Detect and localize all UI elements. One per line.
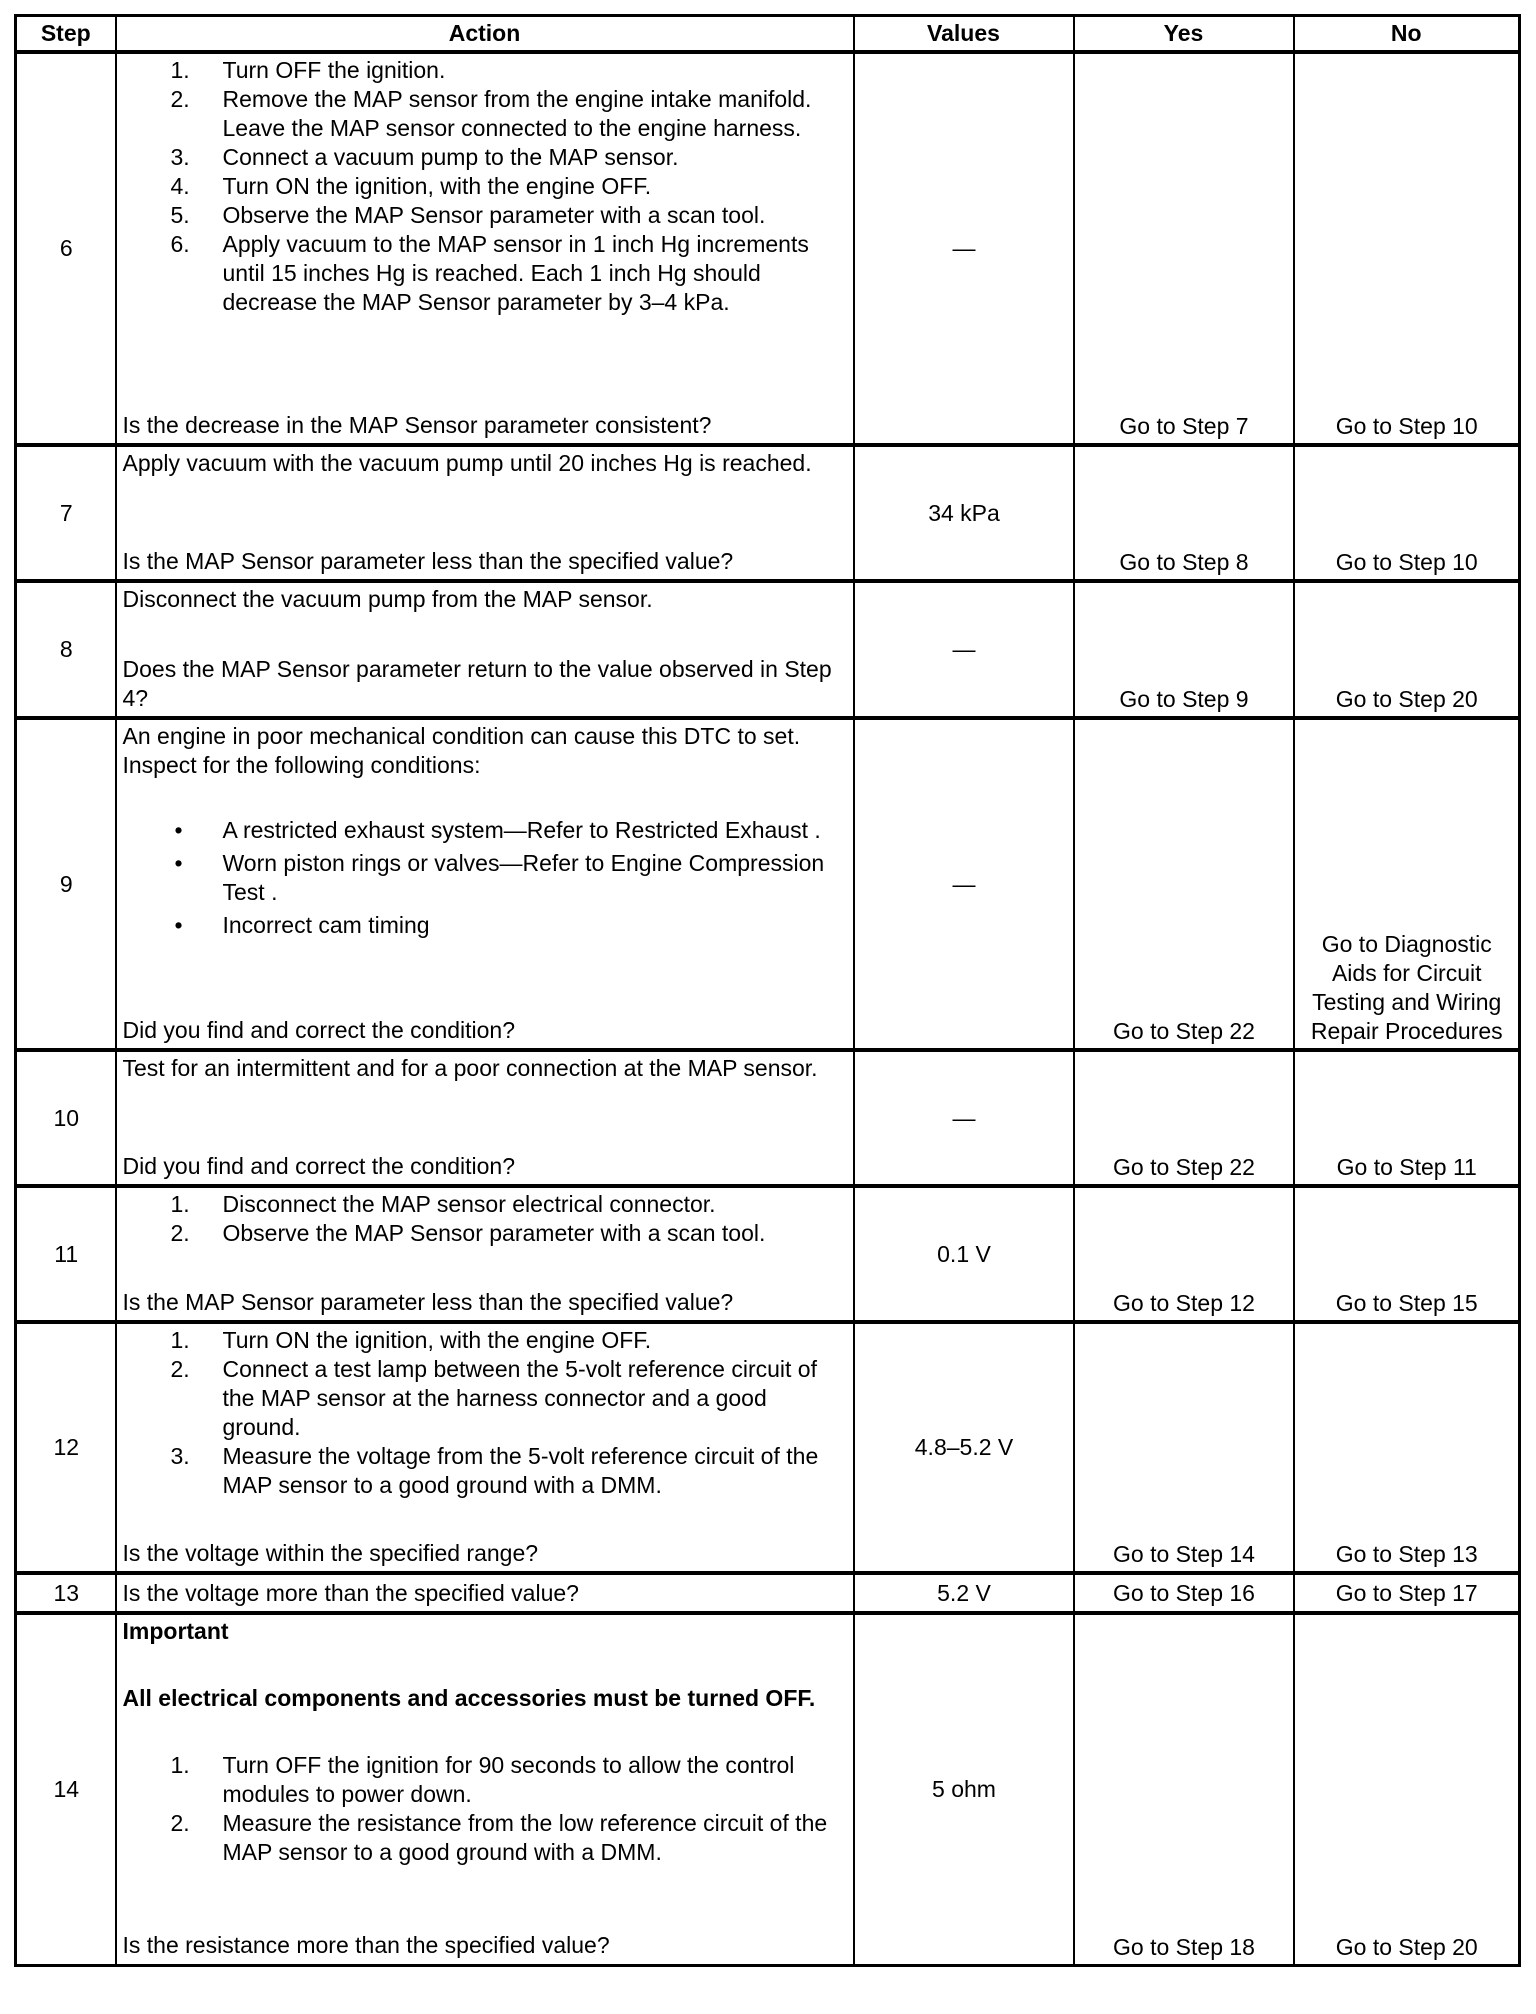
action-intro: Test for an intermittent and for a poor connection at the MAP sensor.: [122, 1055, 818, 1081]
value-cell: 5.2 V: [854, 1573, 1074, 1613]
list-item: • A restricted exhaust system—Refer to Restricted Exhaust .: [174, 817, 821, 843]
list-item: 2. Remove the MAP sensor from the engine intake manifold. Leave the MAP sensor connected to the engine harness.: [170, 86, 812, 141]
list-item: 2. Observe the MAP Sensor parameter with a scan tool.: [170, 1220, 766, 1246]
table-row: [16, 718, 1520, 1050]
value-cell: —: [854, 581, 1074, 718]
condition-list: [123, 816, 848, 940]
step-number: 6: [16, 52, 116, 445]
action-steps: [123, 56, 848, 317]
question-text: Did you find and correct the condition?: [122, 1153, 516, 1179]
no-cell: Go to Step 13: [1294, 1322, 1520, 1573]
action-intro: An engine in poor mechanical condition can cause this DTC to set. Inspect for the following conditions:: [122, 723, 801, 778]
action-cell: [116, 581, 854, 718]
step-number: 14: [16, 1613, 116, 1965]
action-cell: [116, 1613, 854, 1965]
no-cell: Go to Step 10: [1294, 445, 1520, 581]
table-row: [16, 1050, 1520, 1186]
action-cell: [116, 1186, 854, 1322]
value-cell: 5 ohm: [854, 1613, 1074, 1965]
list-item: 1. Turn OFF the ignition.: [170, 57, 446, 83]
table-row: [16, 581, 1520, 718]
question-text: Is the voltage more than the specified value?: [122, 1579, 579, 1606]
no-cell: Go to Step 17: [1294, 1573, 1520, 1613]
question-text: Is the resistance more than the specified value?: [122, 1932, 610, 1958]
header-step: Step: [16, 16, 116, 53]
yes-cell: Go to Step 9: [1074, 581, 1294, 718]
action-intro: Disconnect the vacuum pump from the MAP sensor.: [122, 586, 653, 612]
value-cell: —: [854, 1050, 1074, 1186]
question-text: Is the voltage within the specified range?: [122, 1540, 539, 1566]
action-steps: [123, 1190, 848, 1248]
diagnostic-page: [14, 14, 1518, 1967]
step-number: 13: [16, 1573, 116, 1613]
list-item: • Incorrect cam timing: [174, 912, 430, 938]
table-row: [16, 1322, 1520, 1573]
table-row: [16, 1573, 1520, 1613]
list-item: 3. Measure the voltage from the 5-volt reference circuit of the MAP sensor to a good ground with a DMM.: [170, 1443, 819, 1498]
list-item: 5. Observe the MAP Sensor parameter with a scan tool.: [170, 202, 766, 228]
step-number: 8: [16, 581, 116, 718]
no-cell: Go to Diagnostic Aids for Circuit Testing and Wiring Repair Procedures: [1294, 718, 1520, 1050]
list-item: 1. Turn ON the ignition, with the engine OFF.: [170, 1327, 652, 1353]
no-cell: Go to Step 20: [1294, 1613, 1520, 1965]
header-values: Values: [854, 16, 1074, 53]
header-yes: Yes: [1074, 16, 1294, 53]
yes-cell: Go to Step 22: [1074, 718, 1294, 1050]
step-number: 12: [16, 1322, 116, 1573]
step-number: 10: [16, 1050, 116, 1186]
header-action: Action: [116, 16, 854, 53]
header-no: No: [1294, 16, 1520, 53]
question-text: Is the MAP Sensor parameter less than the specified value?: [122, 1289, 734, 1315]
action-cell: [116, 1322, 854, 1573]
list-item: 1. Disconnect the MAP sensor electrical connector.: [170, 1191, 716, 1217]
no-cell: Go to Step 11: [1294, 1050, 1520, 1186]
list-item: 1. Turn OFF the ignition for 90 seconds to allow the control modules to power down.: [170, 1752, 795, 1807]
value-cell: —: [854, 52, 1074, 445]
value-cell: —: [854, 718, 1074, 1050]
yes-cell: Go to Step 14: [1074, 1322, 1294, 1573]
list-item: • Worn piston rings or valves—Refer to Engine Compression Test .: [174, 850, 825, 905]
question-text: Is the MAP Sensor parameter less than the specified value?: [122, 548, 734, 574]
value-cell: 34 kPa: [854, 445, 1074, 581]
action-cell: [116, 52, 854, 445]
table-row: [16, 1613, 1520, 1965]
list-item: 2. Connect a test lamp between the 5-volt reference circuit of the MAP sensor at the harness connector and a good ground.: [170, 1356, 817, 1440]
yes-cell: Go to Step 22: [1074, 1050, 1294, 1186]
important-heading: Important: [122, 1618, 229, 1644]
action-steps: [123, 1751, 848, 1867]
step-number: 11: [16, 1186, 116, 1322]
action-cell: [116, 445, 854, 581]
no-cell: Go to Step 10: [1294, 52, 1520, 445]
yes-cell: Go to Step 18: [1074, 1613, 1294, 1965]
diagnostic-table: [14, 14, 1521, 1967]
value-cell: 4.8–5.2 V: [854, 1322, 1074, 1573]
value-cell: 0.1 V: [854, 1186, 1074, 1322]
no-cell: Go to Step 15: [1294, 1186, 1520, 1322]
action-intro: Apply vacuum with the vacuum pump until 20 inches Hg is reached.: [122, 450, 812, 476]
table-row: [16, 1186, 1520, 1322]
list-item: 4. Turn ON the ignition, with the engine OFF.: [170, 173, 652, 199]
yes-cell: Go to Step 12: [1074, 1186, 1294, 1322]
yes-cell: Go to Step 8: [1074, 445, 1294, 581]
important-text: All electrical components and accessories must be turned OFF.: [122, 1685, 816, 1711]
action-cell: [116, 718, 854, 1050]
step-number: 7: [16, 445, 116, 581]
list-item: 6. Apply vacuum to the MAP sensor in 1 inch Hg increments until 15 inches Hg is reached. Each 1 inch Hg should decrease the MAP Sensor parameter by 3–4 kPa.: [170, 231, 809, 315]
question-text: Is the decrease in the MAP Sensor parameter consistent?: [122, 412, 712, 438]
table-row: [16, 52, 1520, 445]
question-text: Did you find and correct the condition?: [122, 1017, 516, 1043]
action-cell: [116, 1050, 854, 1186]
table-row: [16, 445, 1520, 581]
question-text: Does the MAP Sensor parameter return to the value observed in Step 4?: [122, 656, 832, 711]
yes-cell: Go to Step 16: [1074, 1573, 1294, 1613]
action-steps: [123, 1326, 848, 1500]
action-cell: [116, 1573, 854, 1613]
table-header-row: [16, 16, 1520, 53]
list-item: 2. Measure the resistance from the low reference circuit of the MAP sensor to a good ground with a DMM.: [170, 1810, 828, 1865]
no-cell: Go to Step 20: [1294, 581, 1520, 718]
yes-cell: Go to Step 7: [1074, 52, 1294, 445]
list-item: 3. Connect a vacuum pump to the MAP sensor.: [170, 144, 679, 170]
step-number: 9: [16, 718, 116, 1050]
